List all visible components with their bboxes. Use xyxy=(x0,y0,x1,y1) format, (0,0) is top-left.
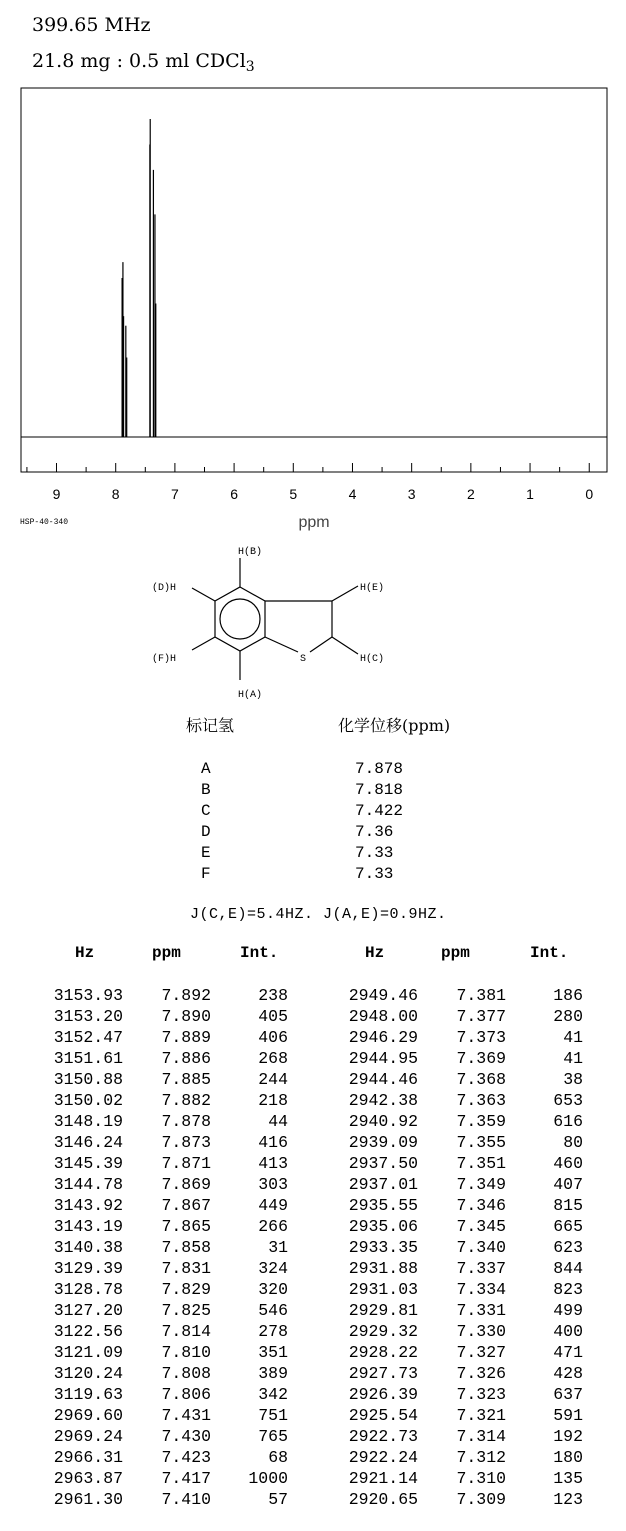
peak-hz: 3127.20 xyxy=(53,1301,123,1320)
peak-ppm: 7.808 xyxy=(161,1364,211,1383)
peak-intensity: 400 xyxy=(553,1322,583,1341)
concentration-subscript: 3 xyxy=(245,59,255,75)
peak-ppm: 7.886 xyxy=(161,1049,211,1068)
peak-intensity: 278 xyxy=(258,1322,288,1341)
peak-intensity: 186 xyxy=(553,986,583,1005)
peak-header-hz-left: Hz xyxy=(75,944,95,962)
peak-hz: 3119.63 xyxy=(53,1385,123,1404)
peak-intensity: 41 xyxy=(563,1049,583,1068)
peak-ppm: 7.869 xyxy=(161,1175,211,1194)
label-hf: (F)H xyxy=(152,654,177,665)
peak-ppm: 7.312 xyxy=(456,1448,506,1467)
peak-list-table xyxy=(0,986,626,1511)
peak-hz: 3121.09 xyxy=(53,1343,123,1362)
x-axis-label: ppm xyxy=(298,514,330,531)
peak-hz: 2969.60 xyxy=(53,1406,123,1425)
peak-ppm: 7.323 xyxy=(456,1385,506,1404)
peak-intensity: 244 xyxy=(258,1070,288,1089)
peak-header-int-right: Int. xyxy=(530,944,569,962)
peak-hz: 2935.55 xyxy=(348,1196,418,1215)
peak-hz: 2937.01 xyxy=(348,1175,418,1194)
peak-ppm: 7.829 xyxy=(161,1280,211,1299)
peak-row xyxy=(0,1196,626,1217)
bond-c2-s xyxy=(310,637,332,652)
peak-ppm: 7.892 xyxy=(161,986,211,1005)
peak-hz: 2942.38 xyxy=(348,1091,418,1110)
peak-ppm: 7.351 xyxy=(456,1154,506,1173)
peak-ppm: 7.368 xyxy=(456,1070,506,1089)
peak-row xyxy=(0,1490,626,1511)
peak-ppm: 7.334 xyxy=(456,1280,506,1299)
x-tick-label: 9 xyxy=(52,486,61,502)
peak-ppm: 7.890 xyxy=(161,1007,211,1026)
peak-hz: 2966.31 xyxy=(53,1448,123,1467)
peak-intensity: 823 xyxy=(553,1280,583,1299)
bond-hd xyxy=(192,588,215,601)
peak-hz: 2926.39 xyxy=(348,1385,418,1404)
peak-intensity: 324 xyxy=(258,1259,288,1278)
peak-header-ppm-right: ppm xyxy=(441,944,470,962)
peak-intensity: 41 xyxy=(563,1028,583,1047)
x-tick-label: 4 xyxy=(348,486,357,502)
concentration-text: 21.8 mg : 0.5 ml CDCl xyxy=(32,50,246,72)
peak-row xyxy=(0,1154,626,1175)
shift-label: D xyxy=(201,823,211,841)
peak-header-hz-right: Hz xyxy=(365,944,385,962)
label-s: S xyxy=(300,654,307,665)
peak-intensity: 546 xyxy=(258,1301,288,1320)
peak-hz: 2944.46 xyxy=(348,1070,418,1089)
peak-intensity: 123 xyxy=(553,1490,583,1509)
structure-bonds xyxy=(192,558,358,680)
x-axis-tick-labels xyxy=(53,486,594,502)
bond-hf xyxy=(192,637,215,650)
peak-ppm: 7.873 xyxy=(161,1133,211,1152)
label-hd: (D)H xyxy=(152,583,177,594)
peak-ppm: 7.825 xyxy=(161,1301,211,1320)
bond-hc xyxy=(332,637,358,654)
peak-row xyxy=(0,1049,626,1070)
plot-frame xyxy=(21,88,607,472)
peak-intensity: 428 xyxy=(553,1364,583,1383)
peak-ppm: 7.340 xyxy=(456,1238,506,1257)
peak-ppm: 7.381 xyxy=(456,986,506,1005)
sample-concentration xyxy=(32,50,255,75)
peak-hz: 2969.24 xyxy=(53,1427,123,1446)
peak-intensity: 1000 xyxy=(248,1469,288,1488)
shift-table-header-label: 标记氢 xyxy=(186,716,235,735)
x-tick-label: 1 xyxy=(526,486,534,502)
peak-row xyxy=(0,1133,626,1154)
peak-hz: 2929.81 xyxy=(348,1301,418,1320)
peak-hz: 2949.46 xyxy=(348,986,418,1005)
label-ha: H(A) xyxy=(238,690,263,701)
peak-intensity: 665 xyxy=(553,1217,583,1236)
peak-row xyxy=(0,1469,626,1490)
peak-hz: 3150.02 xyxy=(53,1091,123,1110)
peak-ppm: 7.326 xyxy=(456,1364,506,1383)
x-tick-label: 8 xyxy=(111,486,120,502)
nmr-spectrum-chart xyxy=(0,80,626,540)
peak-ppm: 7.373 xyxy=(456,1028,506,1047)
peak-ppm: 7.889 xyxy=(161,1028,211,1047)
peak-ppm: 7.331 xyxy=(456,1301,506,1320)
spectrum-code: HSP-40-340 xyxy=(20,518,69,527)
peak-hz: 2963.87 xyxy=(53,1469,123,1488)
peak-header-ppm-left: ppm xyxy=(152,944,181,962)
peak-intensity: 413 xyxy=(258,1154,288,1173)
peak-hz: 2920.65 xyxy=(348,1490,418,1509)
peak-intensity: 68 xyxy=(268,1448,288,1467)
peak-row xyxy=(0,1007,626,1028)
peak-hz: 2939.09 xyxy=(348,1133,418,1152)
peak-hz: 3150.88 xyxy=(53,1070,123,1089)
peak-ppm: 7.355 xyxy=(456,1133,506,1152)
peak-ppm: 7.330 xyxy=(456,1322,506,1341)
peak-hz: 2931.03 xyxy=(348,1280,418,1299)
peak-row xyxy=(0,1364,626,1385)
peak-intensity: 342 xyxy=(258,1385,288,1404)
peak-hz: 3148.19 xyxy=(53,1112,123,1131)
peak-intensity: 31 xyxy=(268,1238,288,1257)
peak-row xyxy=(0,1112,626,1133)
peak-intensity: 449 xyxy=(258,1196,288,1215)
coupling-constants: J(C,E)=5.4HZ. J(A,E)=0.9HZ. xyxy=(190,906,447,923)
peak-ppm: 7.417 xyxy=(161,1469,211,1488)
shift-value: 7.818 xyxy=(355,781,404,799)
peak-hz: 2929.32 xyxy=(348,1322,418,1341)
peak-hz: 2928.22 xyxy=(348,1343,418,1362)
peak-hz: 3153.20 xyxy=(53,1007,123,1026)
peak-row xyxy=(0,1322,626,1343)
peak-intensity: 406 xyxy=(258,1028,288,1047)
shift-label: A xyxy=(201,760,211,778)
peak-ppm: 7.865 xyxy=(161,1217,211,1236)
peak-intensity: 280 xyxy=(553,1007,583,1026)
peak-header-int-left: Int. xyxy=(240,944,279,962)
peak-ppm: 7.321 xyxy=(456,1406,506,1425)
peak-intensity: 616 xyxy=(553,1112,583,1131)
peak-hz: 3145.39 xyxy=(53,1154,123,1173)
peak-intensity: 135 xyxy=(553,1469,583,1488)
peak-intensity: 591 xyxy=(553,1406,583,1425)
bond-s-c7a xyxy=(265,637,298,652)
peak-intensity: 637 xyxy=(553,1385,583,1404)
peak-row xyxy=(0,1175,626,1196)
peak-hz: 2931.88 xyxy=(348,1259,418,1278)
shift-label: C xyxy=(201,802,211,820)
peak-intensity: 815 xyxy=(553,1196,583,1215)
peak-intensity: 765 xyxy=(258,1427,288,1446)
peak-intensity: 192 xyxy=(553,1427,583,1446)
shift-value: 7.422 xyxy=(355,802,404,820)
bond-he xyxy=(332,586,358,601)
peak-hz: 2940.92 xyxy=(348,1112,418,1131)
peak-intensity: 38 xyxy=(563,1070,583,1089)
shift-value: 7.878 xyxy=(355,760,404,778)
peak-row xyxy=(0,1217,626,1238)
peak-intensity: 460 xyxy=(553,1154,583,1173)
peak-hz: 2921.14 xyxy=(348,1469,418,1488)
peak-ppm: 7.885 xyxy=(161,1070,211,1089)
peak-hz: 2922.73 xyxy=(348,1427,418,1446)
peak-ppm: 7.410 xyxy=(161,1490,211,1509)
peak-ppm: 7.878 xyxy=(161,1112,211,1131)
x-tick-label: 3 xyxy=(407,486,416,502)
peak-hz: 2927.73 xyxy=(348,1364,418,1383)
peak-ppm: 7.310 xyxy=(456,1469,506,1488)
peak-intensity: 57 xyxy=(268,1490,288,1509)
peak-ppm: 7.806 xyxy=(161,1385,211,1404)
peak-hz: 3144.78 xyxy=(53,1175,123,1194)
peak-hz: 2961.30 xyxy=(53,1490,123,1509)
peak-ppm: 7.814 xyxy=(161,1322,211,1341)
shift-table-header-shift: 化学位移(ppm) xyxy=(338,716,451,735)
peak-ppm: 7.423 xyxy=(161,1448,211,1467)
peak-intensity: 653 xyxy=(553,1091,583,1110)
peak-intensity: 405 xyxy=(258,1007,288,1026)
peak-hz: 2925.54 xyxy=(348,1406,418,1425)
peak-hz: 3128.78 xyxy=(53,1280,123,1299)
spectrometer-frequency: 399.65 MHz xyxy=(32,14,151,36)
spectrum-trace xyxy=(21,119,607,437)
peak-row xyxy=(0,986,626,1007)
peak-intensity: 416 xyxy=(258,1133,288,1152)
peak-intensity: 266 xyxy=(258,1217,288,1236)
peak-ppm: 7.363 xyxy=(456,1091,506,1110)
label-hb: H(B) xyxy=(238,547,263,558)
x-tick-label: 7 xyxy=(171,486,179,502)
peak-hz: 2933.35 xyxy=(348,1238,418,1257)
peak-hz: 3143.92 xyxy=(53,1196,123,1215)
peak-intensity: 44 xyxy=(268,1112,288,1131)
x-tick-label: 5 xyxy=(289,486,298,502)
peak-intensity: 268 xyxy=(258,1049,288,1068)
shift-label: E xyxy=(201,844,211,862)
peak-hz: 3153.93 xyxy=(53,986,123,1005)
peak-row xyxy=(0,1028,626,1049)
benzene-ring xyxy=(215,587,265,651)
peak-intensity: 218 xyxy=(258,1091,288,1110)
peak-ppm: 7.369 xyxy=(456,1049,506,1068)
peak-row xyxy=(0,1427,626,1448)
x-tick-label: 2 xyxy=(466,486,475,502)
peak-row xyxy=(0,1280,626,1301)
peak-hz: 2922.24 xyxy=(348,1448,418,1467)
peak-ppm: 7.359 xyxy=(456,1112,506,1131)
peak-hz: 3152.47 xyxy=(53,1028,123,1047)
shift-label: B xyxy=(201,781,211,799)
peak-hz: 3146.24 xyxy=(53,1133,123,1152)
peak-intensity: 80 xyxy=(563,1133,583,1152)
peak-row xyxy=(0,1091,626,1112)
peak-intensity: 303 xyxy=(258,1175,288,1194)
peak-row xyxy=(0,1259,626,1280)
benzothiophene-structure xyxy=(140,540,440,710)
peak-hz: 2937.50 xyxy=(348,1154,418,1173)
peak-ppm: 7.430 xyxy=(161,1427,211,1446)
peak-ppm: 7.871 xyxy=(161,1154,211,1173)
peak-hz: 2944.95 xyxy=(348,1049,418,1068)
peak-hz: 3151.61 xyxy=(53,1049,123,1068)
peak-ppm: 7.349 xyxy=(456,1175,506,1194)
peak-hz: 3129.39 xyxy=(53,1259,123,1278)
peak-ppm: 7.810 xyxy=(161,1343,211,1362)
peak-row xyxy=(0,1448,626,1469)
peak-hz: 2935.06 xyxy=(348,1217,418,1236)
shift-label: F xyxy=(201,865,211,883)
peak-ppm: 7.377 xyxy=(456,1007,506,1026)
label-hc: H(C) xyxy=(360,654,385,665)
peak-row xyxy=(0,1238,626,1259)
peak-intensity: 389 xyxy=(258,1364,288,1383)
peak-hz: 2946.29 xyxy=(348,1028,418,1047)
label-he: H(E) xyxy=(360,583,385,594)
aromatic-circle xyxy=(220,599,260,639)
peak-intensity: 180 xyxy=(553,1448,583,1467)
peak-ppm: 7.345 xyxy=(456,1217,506,1236)
peak-intensity: 623 xyxy=(553,1238,583,1257)
peak-ppm: 7.346 xyxy=(456,1196,506,1215)
x-axis-ticks xyxy=(27,463,589,472)
peak-ppm: 7.327 xyxy=(456,1343,506,1362)
peak-ppm: 7.431 xyxy=(161,1406,211,1425)
peak-hz: 3143.19 xyxy=(53,1217,123,1236)
peak-row xyxy=(0,1070,626,1091)
peak-row xyxy=(0,1343,626,1364)
shift-value: 7.33 xyxy=(355,865,394,883)
peak-intensity: 471 xyxy=(553,1343,583,1362)
shift-value: 7.36 xyxy=(355,823,394,841)
peak-intensity: 751 xyxy=(258,1406,288,1425)
peak-hz: 2948.00 xyxy=(348,1007,418,1026)
peak-intensity: 351 xyxy=(258,1343,288,1362)
x-tick-label: 0 xyxy=(585,486,594,502)
peak-ppm: 7.867 xyxy=(161,1196,211,1215)
peak-row xyxy=(0,1385,626,1406)
x-tick-label: 6 xyxy=(230,486,238,502)
peak-ppm: 7.831 xyxy=(161,1259,211,1278)
peak-hz: 3120.24 xyxy=(53,1364,123,1383)
peak-intensity: 407 xyxy=(553,1175,583,1194)
peak-intensity: 499 xyxy=(553,1301,583,1320)
peak-row xyxy=(0,1301,626,1322)
peak-ppm: 7.309 xyxy=(456,1490,506,1509)
peak-hz: 3122.56 xyxy=(53,1322,123,1341)
peak-ppm: 7.337 xyxy=(456,1259,506,1278)
peak-intensity: 844 xyxy=(553,1259,583,1278)
peak-ppm: 7.882 xyxy=(161,1091,211,1110)
peak-hz: 3140.38 xyxy=(53,1238,123,1257)
peak-ppm: 7.858 xyxy=(161,1238,211,1257)
peak-intensity: 320 xyxy=(258,1280,288,1299)
peak-intensity: 238 xyxy=(258,986,288,1005)
shift-value: 7.33 xyxy=(355,844,394,862)
peak-row xyxy=(0,1406,626,1427)
peak-ppm: 7.314 xyxy=(456,1427,506,1446)
